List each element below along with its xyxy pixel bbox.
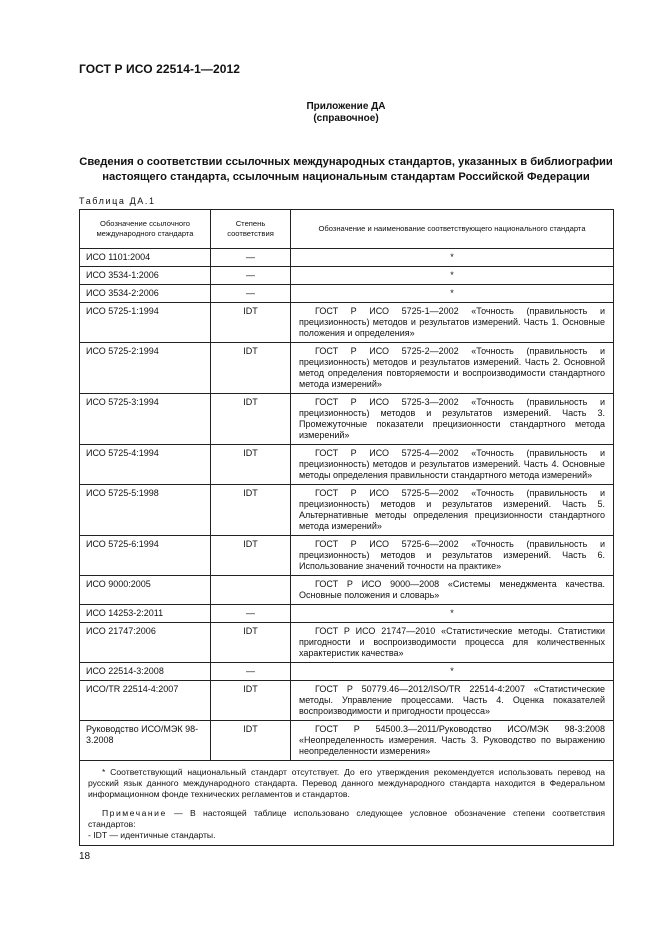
national-standard-text: ГОСТ Р ИСО 5725-3—2002 «Точность (правильность и прецизионность) методов и результатов измерений. Часть 3. Промежуточные показатели прецизионности стандартного метода измерений» xyxy=(299,397,605,440)
correspondence-table xyxy=(79,209,614,846)
ref-standard-cell: ИСО 1101:2004 xyxy=(80,249,211,267)
national-standard-cell xyxy=(291,536,614,576)
degree-cell: IDT xyxy=(211,623,291,663)
degree-cell: IDT xyxy=(211,394,291,445)
table-row xyxy=(80,576,614,605)
annex-subtitle: (справочное) xyxy=(313,113,379,124)
degree-cell: IDT xyxy=(211,303,291,343)
table-row xyxy=(80,721,614,761)
national-standard-cell xyxy=(291,249,614,267)
header-degree: Степень соответствия xyxy=(211,210,291,249)
footnote-cell xyxy=(80,761,614,846)
national-standard-text: ГОСТ Р 54500.3—2011/Руководство ИСО/МЭК 98-3:2008 «Неопределенность измерения. Часть 3. Руководство по выражению неопределенности измерения» xyxy=(299,724,605,756)
national-standard-cell xyxy=(291,445,614,485)
table-row xyxy=(80,303,614,343)
national-standard-text: ГОСТ Р 50779.46—2012/ISO/TR 22514-4:2007 «Статистические методы. Управление процессами. Часть 4. Оценка показателей воспроизводимости и пригодности процесса» xyxy=(299,684,605,716)
ref-standard-cell: ИСО 9000:2005 xyxy=(80,576,211,605)
degree-cell: IDT xyxy=(211,721,291,761)
note-text: — В настоящей таблице использовано следующее условное обозначение степени соответствия стандартов: xyxy=(88,808,605,829)
national-standard-cell xyxy=(291,681,614,721)
section-title: Сведения о соответствии ссылочных международных стандартов, указанных в библиографии настоящего стандарта, ссылочным национальным стандартам Российской Федерации xyxy=(79,156,613,183)
ref-standard-cell: ИСО 5725-3:1994 xyxy=(80,394,211,445)
national-standard-text: ГОСТ Р ИСО 5725-2—2002 «Точность (правильность и прецизионность) методов и результатов измерений. Часть 2. Основной метод определения повторяемости и воспроизводимости стандартного метода измерений» xyxy=(299,346,605,389)
national-standard-cell xyxy=(291,343,614,394)
table-row xyxy=(80,249,614,267)
degree-cell xyxy=(211,576,291,605)
national-standard-cell xyxy=(291,576,614,605)
degree-cell: IDT xyxy=(211,485,291,536)
page-number: 18 xyxy=(79,851,91,862)
ref-standard-cell: ИСО 21747:2006 xyxy=(80,623,211,663)
national-standard-text: * xyxy=(450,270,454,280)
degree-cell: IDT xyxy=(211,681,291,721)
national-standard-cell xyxy=(291,267,614,285)
ref-standard-cell: ИСО 3534-2:2006 xyxy=(80,285,211,303)
ref-standard-cell: ИСО 5725-5:1998 xyxy=(80,485,211,536)
degree-cell: — xyxy=(211,663,291,681)
table-row xyxy=(80,285,614,303)
national-standard-cell xyxy=(291,623,614,663)
table-row xyxy=(80,394,614,445)
degree-cell: IDT xyxy=(211,445,291,485)
annex-title: Приложение ДА xyxy=(306,101,386,112)
degree-cell: — xyxy=(211,605,291,623)
annex-heading xyxy=(79,101,613,125)
national-standard-text: * xyxy=(450,288,454,298)
header-national-standard: Обозначение и наименование соответствующего национального стандарта xyxy=(291,210,614,249)
table-row xyxy=(80,536,614,576)
ref-standard-cell: ИСО 5725-6:1994 xyxy=(80,536,211,576)
national-standard-text: * xyxy=(450,252,454,262)
national-standard-cell xyxy=(291,605,614,623)
table-row xyxy=(80,663,614,681)
table-row xyxy=(80,605,614,623)
note-label: Примечание xyxy=(102,808,167,818)
ref-standard-cell: ИСО 22514-3:2008 xyxy=(80,663,211,681)
national-standard-text: * xyxy=(450,666,454,676)
degree-cell: — xyxy=(211,267,291,285)
ref-standard-cell: Руководство ИСО/МЭК 98-3.2008 xyxy=(80,721,211,761)
national-standard-text: ГОСТ Р ИСО 21747—2010 «Статистические методы. Статистики пригодности и воспроизводимости процесса для количественных характеристик качества» xyxy=(299,626,605,658)
note-paragraph xyxy=(88,808,605,830)
national-standard-text: ГОСТ Р ИСО 5725-4—2002 «Точность (правильность и прецизионность) методов и результатов измерений. Часть 4. Основные методы определения правильности стандартного метода измерений» xyxy=(299,448,605,480)
table-row xyxy=(80,267,614,285)
ref-standard-cell: ИСО 3534-1:2006 xyxy=(80,267,211,285)
national-standard-cell xyxy=(291,394,614,445)
national-standard-cell xyxy=(291,285,614,303)
table-label: Таблица ДА.1 xyxy=(79,196,156,206)
national-standard-text: ГОСТ Р ИСО 5725-5—2002 «Точность (правильность и прецизионность) методов и результатов измерений. Часть 5. Альтернативные методы определения прецизионности стандартного метода измерений» xyxy=(299,488,605,531)
ref-standard-cell: ИСО/TR 22514-4:2007 xyxy=(80,681,211,721)
degree-cell: IDT xyxy=(211,343,291,394)
ref-standard-cell: ИСО 5725-4:1994 xyxy=(80,445,211,485)
note-item: - IDT — идентичные стандарты. xyxy=(88,830,216,840)
degree-cell: — xyxy=(211,249,291,267)
document-header: ГОСТ Р ИСО 22514-1—2012 xyxy=(79,62,241,76)
degree-cell: — xyxy=(211,285,291,303)
degree-cell: IDT xyxy=(211,536,291,576)
national-standard-text: ГОСТ Р ИСО 5725-6—2002 «Точность (правильность и прецизионность) методов и результатов измерений. Часть 6. Использование значений точности на практике» xyxy=(299,539,605,571)
table-row xyxy=(80,343,614,394)
footnote-text: * Соответствующий национальный стандарт отсутствует. До его утверждения рекомендуется использовать перевод на русский язык данного международного стандарта. Перевод данного международного стандарта находится в Федеральном информационном фонде технических регламентов и стандартов. xyxy=(88,767,605,799)
ref-standard-cell: ИСО 5725-2:1994 xyxy=(80,343,211,394)
national-standard-cell xyxy=(291,485,614,536)
footnote-row xyxy=(80,761,614,846)
table-row xyxy=(80,445,614,485)
table-row xyxy=(80,623,614,663)
national-standard-cell xyxy=(291,303,614,343)
table-row xyxy=(80,681,614,721)
header-ref-standard: Обозначение ссылочного международного стандарта xyxy=(80,210,211,249)
table-row xyxy=(80,485,614,536)
ref-standard-cell: ИСО 14253-2:2011 xyxy=(80,605,211,623)
national-standard-text: * xyxy=(450,608,454,618)
national-standard-text: ГОСТ Р ИСО 5725-1—2002 «Точность (правильность и прецизионность) методов и результатов измерений. Часть 1. Основные положения и определения» xyxy=(299,306,605,338)
national-standard-text: ГОСТ Р ИСО 9000—2008 «Системы менеджмента качества. Основные положения и словарь» xyxy=(299,579,605,600)
ref-standard-cell: ИСО 5725-1:1994 xyxy=(80,303,211,343)
national-standard-cell xyxy=(291,721,614,761)
table-body xyxy=(80,249,614,761)
table-header-row xyxy=(80,210,614,249)
national-standard-cell xyxy=(291,663,614,681)
